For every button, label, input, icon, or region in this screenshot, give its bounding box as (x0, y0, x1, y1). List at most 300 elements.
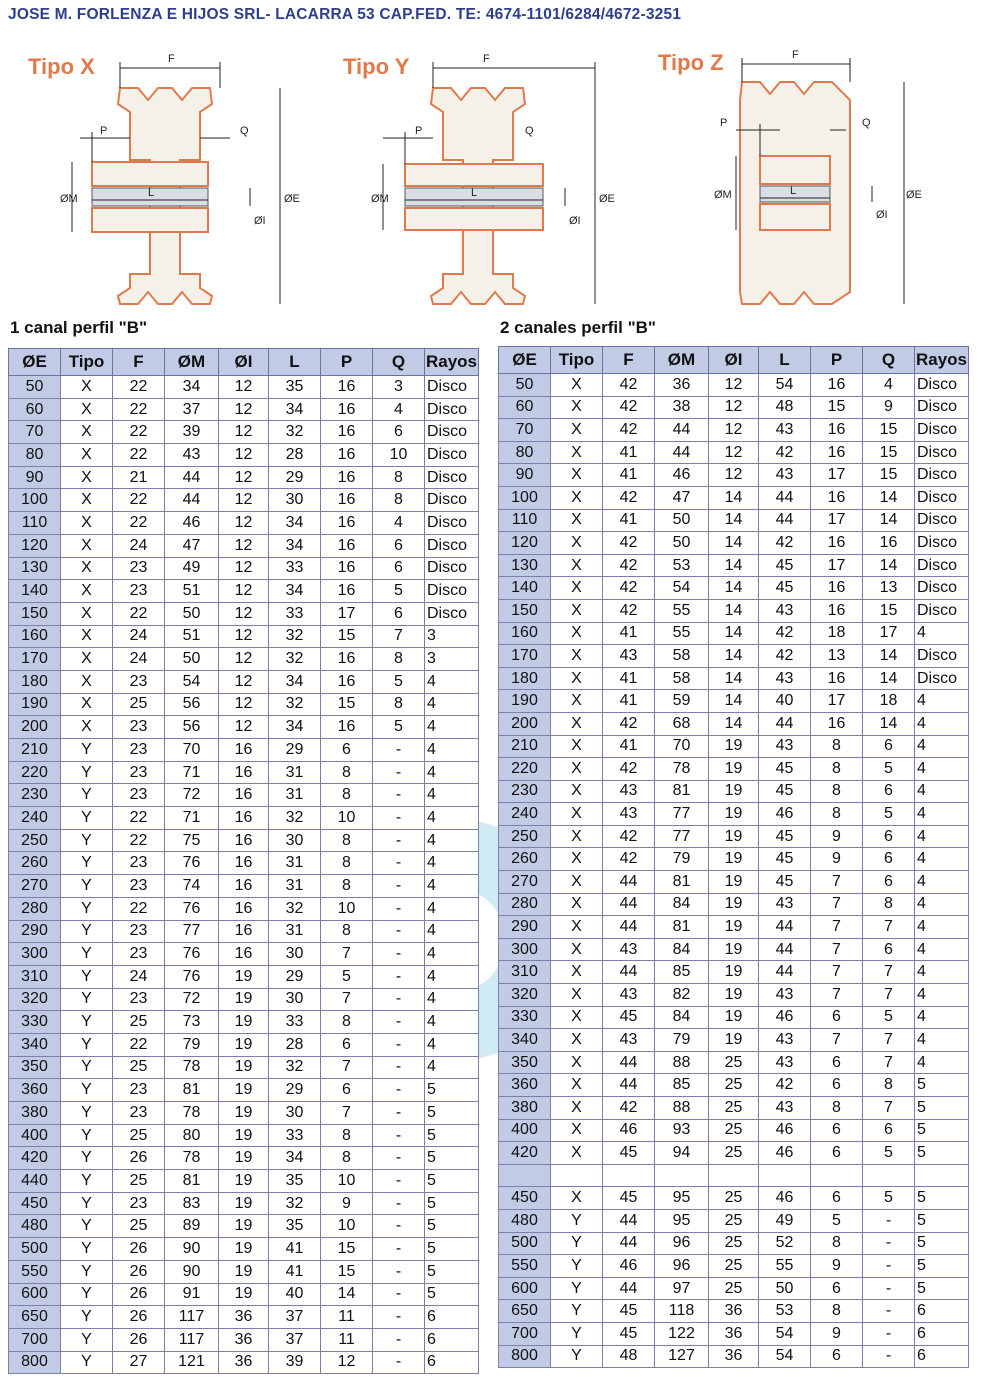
table-cell: - (373, 1033, 425, 1056)
table-cell: 220 (499, 758, 551, 781)
table-cell: 6 (321, 739, 373, 762)
table-cell: 360 (9, 1079, 61, 1102)
table-cell: 25 (113, 1215, 165, 1238)
table-row (9, 421, 479, 444)
label-i: ØI (254, 215, 266, 227)
table-cell: 32 (269, 648, 321, 671)
label-q: Q (862, 117, 871, 129)
table-cell: 73 (165, 1011, 219, 1034)
table-cell: 19 (219, 1147, 269, 1170)
table-cell: 24 (113, 965, 165, 988)
table-cell: Disco (425, 444, 479, 467)
table-cell: 19 (709, 1006, 759, 1029)
table-cell: 380 (499, 1097, 551, 1120)
table-cell: Y (61, 1192, 113, 1215)
table-cell: 8 (321, 1011, 373, 1034)
column-header: Q (373, 349, 425, 376)
table-cell: 90 (9, 466, 61, 489)
table-cell: 43 (603, 803, 655, 826)
table-cell: 58 (655, 667, 709, 690)
table-cell: 12 (709, 441, 759, 464)
table-cell: 15 (321, 1238, 373, 1261)
table-cell: - (373, 875, 425, 898)
table-cell: 14 (863, 486, 915, 509)
table-cell: 22 (113, 897, 165, 920)
table-row (499, 1300, 969, 1323)
table-cell: 16 (219, 807, 269, 830)
table-cell: 19 (219, 1079, 269, 1102)
table-cell: 43 (603, 645, 655, 668)
table-cell: 37 (269, 1328, 321, 1351)
table-cell: 74 (165, 875, 219, 898)
table-cell: 12 (219, 534, 269, 557)
table-cell: 94 (655, 1142, 709, 1165)
table-cell: 23 (113, 1079, 165, 1102)
table-cell: 650 (499, 1300, 551, 1323)
table-cell: 19 (219, 1170, 269, 1193)
table-cell: 43 (759, 464, 811, 487)
table-row (9, 512, 479, 535)
table-cell: Disco (915, 374, 969, 397)
table-cell: 4 (915, 780, 969, 803)
table-cell: 25 (709, 1277, 759, 1300)
table-cell (915, 1164, 969, 1187)
table-cell: 19 (219, 1283, 269, 1306)
table-cell: 117 (165, 1328, 219, 1351)
table-cell: 8 (811, 780, 863, 803)
table-cell: 77 (655, 803, 709, 826)
table-cell: - (373, 1056, 425, 1079)
table-cell: - (373, 1215, 425, 1238)
table-cell: 16 (321, 580, 373, 603)
table-row (9, 1328, 479, 1351)
table-cell: 42 (759, 622, 811, 645)
table-cell: 12 (709, 396, 759, 419)
table-cell: 800 (499, 1345, 551, 1368)
table-cell: 4 (425, 739, 479, 762)
table-cell: 45 (759, 825, 811, 848)
table-cell: 44 (603, 1277, 655, 1300)
table-row (9, 807, 479, 830)
table-cell: 77 (655, 825, 709, 848)
table-cell: 6 (373, 557, 425, 580)
table-cell: 12 (219, 466, 269, 489)
table-cell: X (551, 622, 603, 645)
table-cell: Y (61, 1283, 113, 1306)
table-cell: 12 (219, 421, 269, 444)
table-cell: 15 (863, 441, 915, 464)
table-cell: 58 (655, 645, 709, 668)
table-cell: 26 (113, 1328, 165, 1351)
table-cell: 18 (863, 690, 915, 713)
diagram-tipo-x (20, 42, 320, 312)
table-cell: X (551, 916, 603, 939)
table-row (499, 1232, 969, 1255)
table-cell: 12 (321, 1351, 373, 1374)
table-cell: X (61, 580, 113, 603)
table-cell: X (551, 1142, 603, 1165)
table-row (9, 1079, 479, 1102)
column-header: ØM (655, 347, 709, 374)
table-cell: 10 (321, 807, 373, 830)
table-cell: 14 (709, 622, 759, 645)
table-cell: 46 (759, 1119, 811, 1142)
table-cell: 380 (9, 1102, 61, 1125)
table-row (499, 1074, 969, 1097)
table-row (499, 984, 969, 1007)
table-row (9, 376, 479, 399)
table-cell: 41 (603, 622, 655, 645)
table-cell: 340 (499, 1029, 551, 1052)
table-cell: 19 (219, 1124, 269, 1147)
table-cell: 96 (655, 1232, 709, 1255)
table-cell: 420 (499, 1142, 551, 1165)
table-cell: 19 (709, 758, 759, 781)
table-cell: 45 (759, 758, 811, 781)
table-cell: 140 (499, 577, 551, 600)
table-cell: 23 (113, 988, 165, 1011)
table-cell: 6 (915, 1345, 969, 1368)
table-row (9, 670, 479, 693)
table-cell: Y (61, 1079, 113, 1102)
table-cell: 7 (811, 1029, 863, 1052)
table-cell: 130 (499, 554, 551, 577)
table-cell: 19 (709, 984, 759, 1007)
table-cell: 4 (425, 693, 479, 716)
table-cell: 12 (219, 648, 269, 671)
table-cell: 7 (373, 625, 425, 648)
table-cell: 16 (219, 943, 269, 966)
table-row (9, 693, 479, 716)
table-cell: 43 (759, 1029, 811, 1052)
table-cell: 52 (759, 1232, 811, 1255)
table-cell: 46 (655, 464, 709, 487)
table-cell: 16 (321, 534, 373, 557)
table-cell: - (373, 761, 425, 784)
table-cell: 4 (425, 965, 479, 988)
table-cell: X (551, 667, 603, 690)
table-cell: 16 (219, 852, 269, 875)
table-cell: X (551, 419, 603, 442)
table-cell: 700 (9, 1328, 61, 1351)
table-cell: 7 (321, 988, 373, 1011)
table-cell: X (61, 670, 113, 693)
table-cell: 5 (425, 1124, 479, 1147)
table-cell: Disco (425, 534, 479, 557)
table-cell: 12 (219, 693, 269, 716)
table-cell: 110 (9, 512, 61, 535)
table-cell: 44 (655, 441, 709, 464)
table-cell: Disco (425, 421, 479, 444)
table-cell: 45 (603, 1300, 655, 1323)
table-cell: Disco (915, 645, 969, 668)
table-row (499, 622, 969, 645)
table-cell: 16 (811, 374, 863, 397)
table-cell: 320 (9, 988, 61, 1011)
table-cell: 9 (811, 825, 863, 848)
table-cell: - (863, 1255, 915, 1278)
table-cell: Disco (425, 580, 479, 603)
table-cell: 7 (863, 984, 915, 1007)
table-cell: Disco (915, 577, 969, 600)
table-cell: 46 (603, 1255, 655, 1278)
table-cell: 8 (811, 1097, 863, 1120)
table-cell: Y (61, 1260, 113, 1283)
table-cell: 42 (759, 1074, 811, 1097)
table-cell: 150 (9, 602, 61, 625)
table-cell: 76 (165, 852, 219, 875)
table-cell: X (551, 1006, 603, 1029)
table-cell: 16 (321, 557, 373, 580)
table-cell: 46 (759, 1187, 811, 1210)
table-cell: X (551, 871, 603, 894)
table-cell: 59 (655, 690, 709, 713)
table-cell: 25 (113, 1124, 165, 1147)
table-cell: 15 (863, 464, 915, 487)
table-cell: 14 (709, 577, 759, 600)
table-cell: 29 (269, 1079, 321, 1102)
table-cell: 30 (269, 1102, 321, 1125)
table-cell: X (551, 780, 603, 803)
table-cell: 5 (373, 580, 425, 603)
table-cell: 4 (425, 852, 479, 875)
table-cell: 54 (165, 670, 219, 693)
table-cell: 3 (425, 625, 479, 648)
table-cell: 8 (863, 1074, 915, 1097)
table-cell: 11 (321, 1306, 373, 1329)
table-cell: 5 (863, 1142, 915, 1165)
table-cell: 90 (165, 1260, 219, 1283)
table-cell: 6 (321, 1033, 373, 1056)
table-cell: 16 (321, 648, 373, 671)
table-cell: 6 (373, 602, 425, 625)
table-row (499, 938, 969, 961)
table-cell: 32 (269, 693, 321, 716)
table-cell: 4 (425, 1056, 479, 1079)
table-cell: Y (61, 943, 113, 966)
table-cell: 25 (709, 1255, 759, 1278)
table-cell: 34 (269, 670, 321, 693)
table-cell: 44 (603, 893, 655, 916)
column-header: L (759, 347, 811, 374)
table-cell: 30 (269, 829, 321, 852)
table-cell: 8 (811, 1300, 863, 1323)
table-cell: 8 (373, 648, 425, 671)
table-header-row (9, 349, 479, 376)
table-cell: 16 (811, 667, 863, 690)
table-cell: 81 (165, 1079, 219, 1102)
table-cell: 5 (321, 965, 373, 988)
table-cell: 5 (425, 1102, 479, 1125)
table-cell: 32 (269, 807, 321, 830)
table-cell: - (373, 1192, 425, 1215)
table-cell: 280 (499, 893, 551, 916)
table-cell: 47 (165, 534, 219, 557)
table-cell: 290 (9, 920, 61, 943)
table-cell: 7 (321, 1056, 373, 1079)
table-cell: 42 (603, 848, 655, 871)
table-cell: 23 (113, 943, 165, 966)
table-cell: X (551, 509, 603, 532)
table-cell: 22 (113, 829, 165, 852)
table-cell: 5 (425, 1170, 479, 1193)
table-cell: 14 (709, 599, 759, 622)
table-cell: 12 (219, 625, 269, 648)
table-row (9, 1192, 479, 1215)
table-row (9, 534, 479, 557)
table-cell: 31 (269, 784, 321, 807)
table-cell: 120 (499, 532, 551, 555)
table-cell: 41 (603, 509, 655, 532)
label-f: F (168, 53, 175, 65)
table-row (499, 1277, 969, 1300)
table-cell: Y (61, 1351, 113, 1374)
table-cell: - (373, 1306, 425, 1329)
table-cell: 19 (709, 825, 759, 848)
table-cell: 17 (321, 602, 373, 625)
label-f: F (792, 49, 799, 61)
table-cell: 19 (219, 1033, 269, 1056)
table-row (9, 716, 479, 739)
table-cell: 78 (655, 758, 709, 781)
table-cell: 5 (425, 1238, 479, 1261)
table-cell: 17 (863, 622, 915, 645)
table-cell: 46 (759, 803, 811, 826)
table-cell: 71 (165, 761, 219, 784)
table-cell: 72 (165, 784, 219, 807)
table-cell: 5 (425, 1283, 479, 1306)
table-cell: X (61, 421, 113, 444)
table-cell: 130 (9, 557, 61, 580)
label-q: Q (240, 125, 249, 137)
table-cell: X (551, 599, 603, 622)
table-cell: 320 (499, 984, 551, 1007)
table-cell: 8 (373, 489, 425, 512)
label-l: L (148, 187, 155, 199)
table-cell: 5 (863, 1006, 915, 1029)
table-cell: Disco (915, 441, 969, 464)
table-row (499, 803, 969, 826)
table-cell: 19 (709, 961, 759, 984)
table-cell: 23 (113, 852, 165, 875)
table-cell: 350 (9, 1056, 61, 1079)
table-cell: 500 (499, 1232, 551, 1255)
table-cell: 42 (603, 554, 655, 577)
table-cell: 14 (709, 509, 759, 532)
table-row (9, 784, 479, 807)
table-row (9, 1283, 479, 1306)
table-cell: 180 (499, 667, 551, 690)
table-cell: 44 (165, 489, 219, 512)
table-cell: 42 (759, 532, 811, 555)
table-cell: 26 (113, 1306, 165, 1329)
table-cell: 32 (269, 1192, 321, 1215)
table-cell: 12 (219, 489, 269, 512)
table-cell: 550 (499, 1255, 551, 1278)
table-cell: 78 (165, 1056, 219, 1079)
table-cell: 200 (499, 712, 551, 735)
table-cell: 23 (113, 784, 165, 807)
table-cell: 55 (655, 599, 709, 622)
table-cell: - (373, 784, 425, 807)
table-cell: Disco (915, 667, 969, 690)
table-cell: 4 (863, 374, 915, 397)
table-cell: 55 (759, 1255, 811, 1278)
table-cell: 6 (863, 735, 915, 758)
table-cell: 80 (165, 1124, 219, 1147)
table-cell: 7 (811, 984, 863, 1007)
table-cell: 42 (603, 825, 655, 848)
diagram-title: Tipo Y (343, 54, 410, 79)
table-row (499, 396, 969, 419)
table-cell: 40 (269, 1283, 321, 1306)
table-cell: 97 (655, 1277, 709, 1300)
table-cell: 150 (499, 599, 551, 622)
table-cell: - (863, 1277, 915, 1300)
table-cell: 45 (603, 1187, 655, 1210)
table-cell: 5 (915, 1119, 969, 1142)
table-cell: 4 (425, 829, 479, 852)
table-cell: Y (61, 739, 113, 762)
table-cell: - (373, 1170, 425, 1193)
table-cell: 14 (863, 509, 915, 532)
table-cell: - (373, 943, 425, 966)
table-cell: Y (61, 1238, 113, 1261)
table-cell: 4 (915, 622, 969, 645)
table-cell: 310 (9, 965, 61, 988)
table-cell: 31 (269, 761, 321, 784)
table-cell: 14 (863, 712, 915, 735)
table-cell: 45 (603, 1322, 655, 1345)
table-cell: Y (61, 1033, 113, 1056)
table-cell: 23 (113, 1192, 165, 1215)
table-cell: 25 (709, 1051, 759, 1074)
table-cell: 6 (915, 1300, 969, 1323)
table-cell: 16 (219, 897, 269, 920)
table-row (9, 852, 479, 875)
table-cell: 6 (373, 421, 425, 444)
table-cell: 12 (219, 398, 269, 421)
table-cell: Y (551, 1255, 603, 1278)
table-cell: - (373, 1124, 425, 1147)
table-row (499, 1029, 969, 1052)
table-cell: 450 (499, 1187, 551, 1210)
table-cell: 8 (811, 803, 863, 826)
table-cell: 100 (9, 489, 61, 512)
table-cell: - (373, 1351, 425, 1374)
table-cell: 16 (321, 376, 373, 399)
table-cell: 14 (709, 532, 759, 555)
table-cell: 81 (165, 1170, 219, 1193)
table-cell: 25 (709, 1097, 759, 1120)
table-cell: 30 (269, 489, 321, 512)
column-header: Tipo (61, 349, 113, 376)
column-header: F (603, 347, 655, 374)
table-cell: 12 (709, 464, 759, 487)
table-cell: 15 (863, 599, 915, 622)
table-cell: 16 (219, 829, 269, 852)
table-cell: 23 (113, 739, 165, 762)
table-cell: 12 (219, 602, 269, 625)
table-cell: 270 (9, 875, 61, 898)
table-cell: 88 (655, 1097, 709, 1120)
table-cell: - (373, 897, 425, 920)
table-cell: 35 (269, 376, 321, 399)
table-cell: 44 (603, 871, 655, 894)
table-cell: X (551, 1097, 603, 1120)
table-cell: 43 (759, 599, 811, 622)
table-cell: Disco (425, 466, 479, 489)
